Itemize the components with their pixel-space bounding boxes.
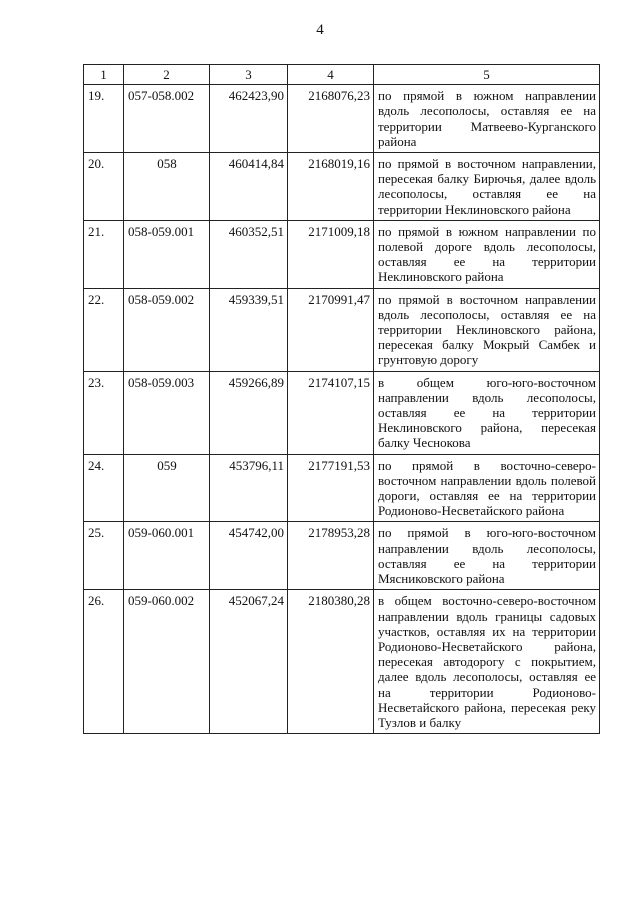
table-row bbox=[84, 454, 600, 522]
column-header: 2 bbox=[124, 65, 210, 85]
coord-x: 460414,84 bbox=[210, 153, 288, 221]
coord-y: 2174107,15 bbox=[288, 371, 374, 454]
page-number: 4 bbox=[316, 22, 324, 38]
coord-x: 454742,00 bbox=[210, 522, 288, 590]
table-row bbox=[84, 85, 600, 153]
point-id: 057-058.002 bbox=[124, 85, 210, 153]
boundary-description: в общем восточно-северо-восточном направлении вдоль границы садовых участков, оставляя их на территории Родионово-Несветайского района, пересекая автодорогу с покрытием, далее вдоль лесополосы, оставляя ее на территории Родионово-Несветайского района, пересекая реку Тузлов и балку bbox=[374, 590, 600, 734]
boundary-description: по прямой в восточном направлении, пересекая балку Бирючья, далее вдоль лесополосы, оставляя ее на территории Неклиновского района bbox=[374, 153, 600, 221]
coord-y: 2168019,16 bbox=[288, 153, 374, 221]
coord-x: 462423,90 bbox=[210, 85, 288, 153]
point-id: 058-059.003 bbox=[124, 371, 210, 454]
point-id: 059-060.001 bbox=[124, 522, 210, 590]
boundary-description: в общем юго-юго-восточном направлении вдоль лесополосы, оставляя ее на территории Неклиновского района, пересекая балку Чеснокова bbox=[374, 371, 600, 454]
table-row bbox=[84, 522, 600, 590]
column-header: 1 bbox=[84, 65, 124, 85]
coord-y: 2170991,47 bbox=[288, 288, 374, 371]
row-number: 21. bbox=[84, 220, 124, 288]
coord-y: 2178953,28 bbox=[288, 522, 374, 590]
boundary-description: по прямой в восточно-северо-восточном направлении вдоль полевой дороги, оставляя ее на территории Родионово-Несветайского района bbox=[374, 454, 600, 522]
point-id: 059 bbox=[124, 454, 210, 522]
column-header: 3 bbox=[210, 65, 288, 85]
boundary-table bbox=[83, 64, 600, 734]
row-number: 24. bbox=[84, 454, 124, 522]
row-number: 26. bbox=[84, 590, 124, 734]
point-id: 058 bbox=[124, 153, 210, 221]
coord-x: 460352,51 bbox=[210, 220, 288, 288]
coord-x: 459266,89 bbox=[210, 371, 288, 454]
column-header: 4 bbox=[288, 65, 374, 85]
point-id: 058-059.002 bbox=[124, 288, 210, 371]
boundary-description: по прямой в южном направлении по полевой дороге вдоль лесополосы, оставляя ее на территории Неклиновского района bbox=[374, 220, 600, 288]
boundary-description: по прямой в южном направлении вдоль лесополосы, оставляя ее на территории Матвеево-Курганского района bbox=[374, 85, 600, 153]
row-number: 20. bbox=[84, 153, 124, 221]
table-row bbox=[84, 371, 600, 454]
column-header: 5 bbox=[374, 65, 600, 85]
row-number: 19. bbox=[84, 85, 124, 153]
table-row bbox=[84, 590, 600, 734]
point-id: 058-059.001 bbox=[124, 220, 210, 288]
table-row bbox=[84, 220, 600, 288]
coord-x: 453796,11 bbox=[210, 454, 288, 522]
row-number: 23. bbox=[84, 371, 124, 454]
coord-y: 2177191,53 bbox=[288, 454, 374, 522]
coord-y: 2180380,28 bbox=[288, 590, 374, 734]
coord-y: 2168076,23 bbox=[288, 85, 374, 153]
coord-y: 2171009,18 bbox=[288, 220, 374, 288]
boundary-description: по прямой в восточном направлении вдоль лесополосы, оставляя ее на территории Неклиновского района, пересекая балку Мокрый Самбек и грунтовую дорогу bbox=[374, 288, 600, 371]
point-id: 059-060.002 bbox=[124, 590, 210, 734]
header-row bbox=[84, 65, 600, 85]
table-row bbox=[84, 153, 600, 221]
table-row bbox=[84, 288, 600, 371]
coord-x: 459339,51 bbox=[210, 288, 288, 371]
row-number: 22. bbox=[84, 288, 124, 371]
coord-x: 452067,24 bbox=[210, 590, 288, 734]
row-number: 25. bbox=[84, 522, 124, 590]
boundary-description: по прямой в юго-юго-восточном направлении вдоль лесополосы, оставляя ее на территории Мясниковского района bbox=[374, 522, 600, 590]
